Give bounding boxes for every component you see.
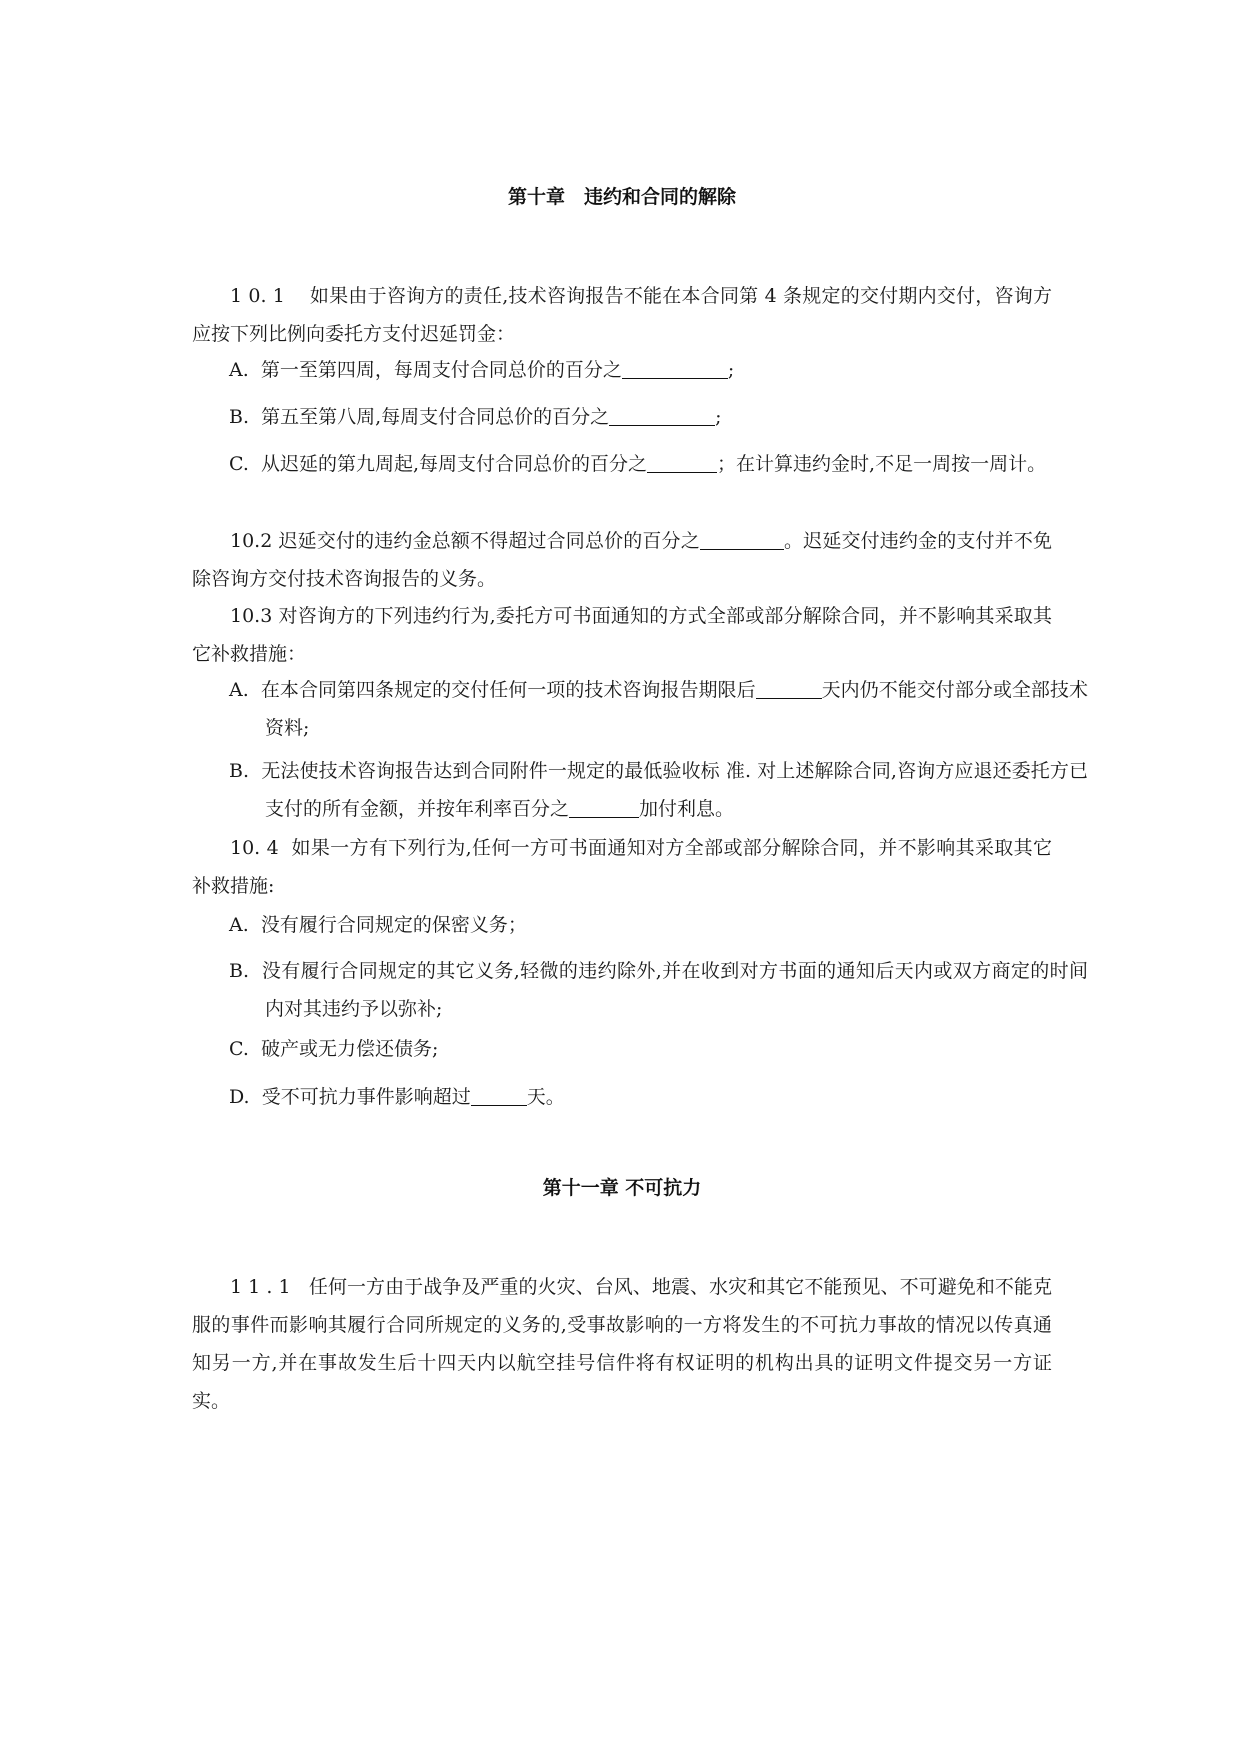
- item-text: 从迟延的第九周起,每周支付合同总价的百分之: [261, 453, 648, 475]
- chapter-10-title: 第十章 违约和合同的解除: [507, 186, 736, 208]
- list-item-10-1-c: [229, 445, 1088, 483]
- clause-10-3: [192, 597, 1052, 673]
- list-item-10-4-d: [229, 1078, 1088, 1116]
- clause-10-2: [192, 522, 1052, 598]
- clause-number: 1 0. 1: [230, 285, 285, 307]
- fill-blank: [622, 359, 728, 379]
- clause-number: 10. 4: [230, 837, 279, 859]
- item-after: 加付利息。: [639, 798, 735, 820]
- list-item-10-3-b: [229, 752, 1088, 828]
- item-label: B.: [229, 406, 250, 428]
- fill-blank: [569, 798, 639, 818]
- clause-10-4: [192, 829, 1052, 905]
- item-after: ;: [727, 359, 735, 381]
- fill-blank: [700, 530, 784, 550]
- list-item-10-1-b: [229, 398, 1088, 436]
- item-after: 天内仍不能交付部分或全部技术资料;: [265, 679, 1088, 739]
- clause-number: 1 1 . 1: [230, 1276, 291, 1298]
- item-label: D.: [229, 1086, 250, 1108]
- clause-text: 任何一方由于战争及严重的火灾、台风、地震、水灾和其它不能预见、不可避免和不能克服的事件而影响其履行合同所规定的义务的,受事故影响的一方将发生的不可抗力事故的情况以传真通知另一方,并在事故发生后十四天内以航空挂号信件将有权证明的机构出具的证明文件提交另一方证实。: [192, 1276, 1052, 1412]
- item-after: ;: [715, 406, 722, 428]
- item-after: ；在计算违约金时,不足一周按一周计。: [717, 453, 1047, 475]
- item-text: 没有履行合同规定的保密义务；: [260, 914, 527, 936]
- clause-11-1: [192, 1268, 1052, 1420]
- item-label: B.: [229, 960, 250, 982]
- list-item-10-4-a: [229, 906, 1088, 944]
- item-label: C.: [229, 453, 249, 475]
- clause-text: 如果一方有下列行为,任何一方可书面通知对方全部或部分解除合同，并不影响其采取其它补救措施:: [192, 837, 1052, 897]
- item-after: 天。: [526, 1086, 565, 1108]
- item-text: 在本合同第四条规定的交付任何一项的技术咨询报告期限后: [260, 679, 756, 701]
- item-text: 第五至第八周,每周支付合同总价的百分之: [261, 406, 610, 428]
- fill-blank: [609, 406, 715, 426]
- clause-number: 10.3: [230, 605, 273, 627]
- list-item-10-1-a: [229, 351, 1088, 389]
- item-text: 受不可抗力事件影响超过: [261, 1086, 471, 1108]
- fill-blank: [756, 679, 822, 699]
- clause-text: 迟延交付的违约金总额不得超过合同总价的百分之: [278, 530, 700, 552]
- clause-text: 如果由于咨询方的责任,技术咨询报告不能在本合同第 4 条规定的交付期内交付，咨询方应按下列比例向委托方支付迟延罚金：: [192, 285, 1052, 345]
- fill-blank: [471, 1086, 527, 1106]
- item-label: B.: [229, 760, 250, 782]
- fill-blank: [647, 453, 717, 473]
- item-text: 破产或无力偿还债务;: [261, 1038, 439, 1060]
- clause-text: 对咨询方的下列违约行为,委托方可书面通知的方式全部或部分解除合同，并不影响其采取其它补救措施：: [192, 605, 1052, 665]
- list-item-10-3-a: [229, 671, 1088, 747]
- list-item-10-4-b: [229, 952, 1088, 1028]
- clause-10-1: [192, 277, 1052, 353]
- clause-number: 10.2: [230, 530, 273, 552]
- item-text: 第一至第四周，每周支付合同总价的百分之: [260, 359, 622, 381]
- item-label: A.: [229, 359, 249, 381]
- item-label: A.: [229, 679, 249, 701]
- item-text: 没有履行合同规定的其它义务,轻微的违约除外,并在收到对方书面的通知后天内或双方商定的时间内对其违约予以弥补;: [261, 960, 1088, 1020]
- item-label: A.: [229, 914, 249, 936]
- item-text: 无法使技术咨询报告达到合同附件一规定的最低验收标 准. 对上述解除合同,咨询方应退还委托方已支付的所有金额，并按年利率百分之: [261, 760, 1088, 820]
- clause-after: 。迟延交付违约金的支付并不免除咨询方交付技术咨询报告的义务。: [192, 530, 1052, 590]
- item-label: C.: [229, 1038, 249, 1060]
- list-item-10-4-c: [229, 1030, 1088, 1068]
- chapter-11-title: 第十一章 不可抗力: [542, 1177, 702, 1199]
